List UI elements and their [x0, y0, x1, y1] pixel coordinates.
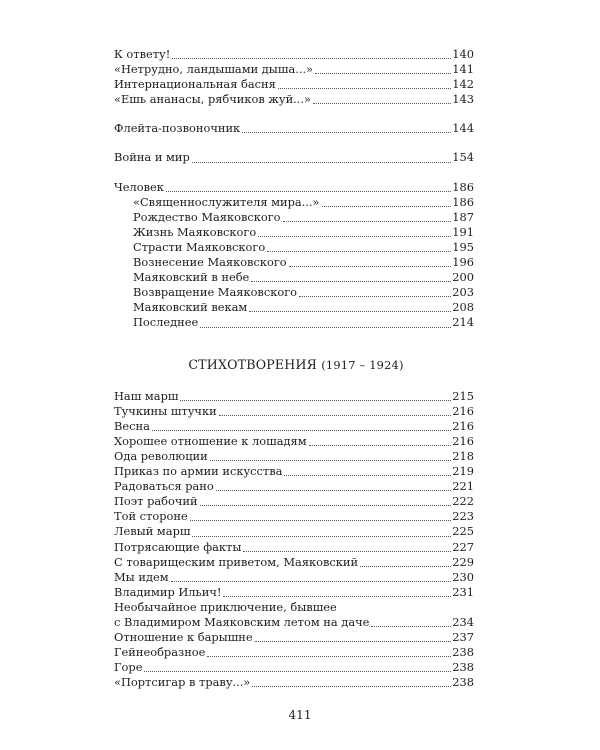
- toc-entry-page: 238: [452, 645, 474, 660]
- toc-entry-page: 196: [452, 255, 474, 270]
- leader-dots: [284, 474, 451, 476]
- leader-dots: [190, 519, 452, 521]
- toc-entry: [114, 509, 474, 524]
- toc-entry: [114, 62, 474, 77]
- section-heading: [114, 357, 474, 373]
- toc-subentry: [114, 240, 474, 255]
- leader-dots: [267, 250, 451, 252]
- leader-dots: [315, 72, 451, 74]
- toc-entry-page: 227: [452, 539, 474, 554]
- toc-entry: [114, 494, 474, 509]
- leader-dots: [200, 504, 452, 506]
- toc-entry: [114, 660, 474, 675]
- toc-entry-title: Жизнь Маяковского: [133, 224, 257, 239]
- toc-entry-page: 186: [452, 179, 474, 194]
- page-number: 411: [288, 708, 312, 722]
- toc-entry-page: 143: [452, 92, 474, 107]
- section-title: СТИХОТВОРЕНИЯ: [188, 356, 318, 372]
- toc-entry: [114, 47, 474, 62]
- toc-entry-page: 216: [452, 403, 474, 418]
- toc-entry: [114, 645, 474, 660]
- toc-subentry: [114, 270, 474, 285]
- toc-entry-page: 219: [452, 464, 474, 479]
- toc-entry: [114, 404, 474, 419]
- toc-entry-title: Флейта-позвоночник: [114, 121, 241, 136]
- toc-entry-page: 187: [452, 209, 474, 224]
- toc-subentry: [114, 285, 474, 300]
- toc-entry: [114, 524, 474, 539]
- toc-entry-page: 215: [452, 388, 474, 403]
- toc-subentry: [114, 300, 474, 315]
- toc-entry: [114, 540, 474, 555]
- toc-entry-title: Гейнеобразное: [114, 645, 206, 660]
- toc-entry-title: Мы идем: [114, 569, 169, 584]
- toc-entry-title: «Нетрудно, ландышами дыша...»: [114, 62, 314, 77]
- leader-dots: [289, 265, 452, 267]
- leader-dots: [207, 655, 451, 657]
- toc-entry-page: 229: [452, 554, 474, 569]
- toc-entry: [114, 479, 474, 494]
- toc-entry-page: 221: [452, 479, 474, 494]
- leader-dots: [242, 131, 451, 133]
- leader-dots: [216, 489, 451, 491]
- toc-entry-title: Потрясающие факты: [114, 539, 242, 554]
- toc-entry-page: 238: [452, 675, 474, 690]
- leader-dots: [278, 87, 451, 89]
- toc-entry-title: Отношение к барышне: [114, 630, 253, 645]
- toc-entry-page: 203: [452, 285, 474, 300]
- leader-dots: [192, 161, 451, 163]
- leader-dots: [360, 565, 451, 567]
- toc-entry-title: «Портсигар в траву...»: [114, 675, 251, 690]
- section-years: (1917 – 1924): [321, 357, 404, 372]
- toc-entry-war: [114, 150, 474, 165]
- toc-entry: [114, 675, 474, 690]
- toc-entry-title: «Священнослужителя мира...»: [133, 194, 320, 209]
- toc-entry: [114, 615, 474, 630]
- toc-entry-title: Левый марш: [114, 524, 191, 539]
- toc-entry-title: Маяковский в небе: [133, 270, 250, 285]
- toc-entry-page: 142: [452, 77, 474, 92]
- toc-entry-page: 214: [452, 315, 474, 330]
- toc-entry-page: 216: [452, 433, 474, 448]
- toc-subentry: [114, 255, 474, 270]
- toc-entry-title-line2: с Владимиром Маяковским летом на даче: [114, 615, 370, 629]
- toc-entry-page: 154: [452, 150, 474, 165]
- toc-entry-title: Ода революции: [114, 448, 208, 463]
- toc-entry-page: 222: [452, 494, 474, 509]
- toc-subentry: [114, 195, 474, 210]
- toc-entry-man: [114, 180, 474, 195]
- toc-entry-page: 208: [452, 300, 474, 315]
- toc-entry-title-line1: Необычайное приключение, бывшее: [114, 599, 337, 614]
- leader-dots: [152, 429, 451, 431]
- toc-entry-title: Тучкины штучки: [114, 403, 217, 418]
- toc-entry-title: Вознесение Маяковского: [133, 255, 287, 270]
- toc-entry-page: 186: [452, 194, 474, 209]
- leader-dots: [171, 580, 452, 582]
- toc-entry-page: 238: [452, 660, 474, 675]
- toc-entry-title: Последнее: [133, 315, 199, 330]
- toc-entry-title: Поэт рабочий: [114, 494, 198, 509]
- toc-entry-page: 231: [452, 584, 474, 599]
- toc-entry-title: Приказ по армии искусства: [114, 464, 283, 479]
- toc-entry-title: Человек: [114, 179, 164, 194]
- toc-entry: [114, 555, 474, 570]
- toc-entry-title: Рождество Маяковского: [133, 209, 281, 224]
- leader-dots: [252, 685, 451, 687]
- toc-entry-page: 144: [452, 121, 474, 136]
- toc-entry-title: Маяковский векам: [133, 300, 248, 315]
- leader-dots: [249, 310, 451, 312]
- toc-entry-page: 218: [452, 448, 474, 463]
- toc-entry-page: 216: [452, 418, 474, 433]
- toc-entry-title: Война и мир: [114, 150, 190, 165]
- leader-dots: [192, 535, 451, 537]
- toc-entry: [114, 419, 474, 434]
- leader-dots: [299, 295, 451, 297]
- toc-group-man: [114, 180, 474, 331]
- toc-entry-title: Радоваться рано: [114, 479, 214, 494]
- toc-entry-title: Горе: [114, 660, 143, 675]
- toc-entry: [114, 77, 474, 92]
- toc-entry-title: С товарищеским приветом, Маяковский: [114, 554, 359, 569]
- toc-entry-title: Владимир Ильич!: [114, 584, 222, 599]
- leader-dots: [223, 595, 451, 597]
- table-of-contents: [114, 47, 474, 690]
- toc-entry-page: 200: [452, 270, 474, 285]
- leader-dots: [200, 326, 451, 328]
- leader-dots: [243, 550, 451, 552]
- toc-entry: [114, 585, 474, 600]
- toc-entry-title: Хорошее отношение к лошадям: [114, 433, 307, 448]
- toc-entry-page: 195: [452, 239, 474, 254]
- leader-dots: [283, 220, 452, 222]
- toc-subentry: [114, 315, 474, 330]
- toc-entry-flute: [114, 121, 474, 136]
- toc-entry-title: К ответу!: [114, 47, 171, 61]
- leader-dots: [166, 190, 451, 192]
- toc-entry: [114, 449, 474, 464]
- leader-dots: [258, 235, 451, 237]
- toc-entry: [114, 630, 474, 645]
- leader-dots: [255, 640, 452, 642]
- toc-entry: [114, 92, 474, 107]
- leader-dots: [144, 670, 451, 672]
- toc-entry-title: Той стороне: [114, 509, 188, 524]
- toc-group-top: [114, 47, 474, 107]
- toc-entry-title: Интернациональная басня: [114, 77, 276, 92]
- toc-subentry: [114, 225, 474, 240]
- toc-entry-page: 223: [452, 509, 474, 524]
- leader-dots: [172, 57, 451, 59]
- leader-dots: [371, 625, 451, 627]
- toc-entry-title: Весна: [114, 418, 150, 433]
- toc-entry: [114, 464, 474, 479]
- toc-entry-page: 191: [452, 224, 474, 239]
- toc-subentry: [114, 210, 474, 225]
- leader-dots: [309, 444, 452, 446]
- toc-entry-page: 237: [452, 630, 474, 645]
- leader-dots: [180, 399, 451, 401]
- toc-group-poems: [114, 389, 474, 691]
- toc-entry: [114, 389, 474, 404]
- toc-entry: [114, 570, 474, 585]
- toc-entry-page: 141: [452, 62, 474, 77]
- toc-entry-page: 234: [452, 615, 474, 629]
- leader-dots: [210, 459, 452, 461]
- toc-entry: [114, 434, 474, 449]
- toc-entry-page: 140: [452, 47, 474, 61]
- toc-entry-title: Возвращение Маяковского: [133, 285, 298, 300]
- leader-dots: [322, 205, 452, 207]
- toc-entry-page: 230: [452, 569, 474, 584]
- toc-entry-title: Наш марш: [114, 388, 179, 403]
- leader-dots: [251, 280, 451, 282]
- toc-entry-title: Страсти Маяковского: [133, 239, 266, 254]
- leader-dots: [313, 102, 451, 104]
- toc-entry-page: 225: [452, 524, 474, 539]
- toc-entry-title: «Ешь ананасы, рябчиков жуй...»: [114, 92, 312, 107]
- leader-dots: [219, 414, 452, 416]
